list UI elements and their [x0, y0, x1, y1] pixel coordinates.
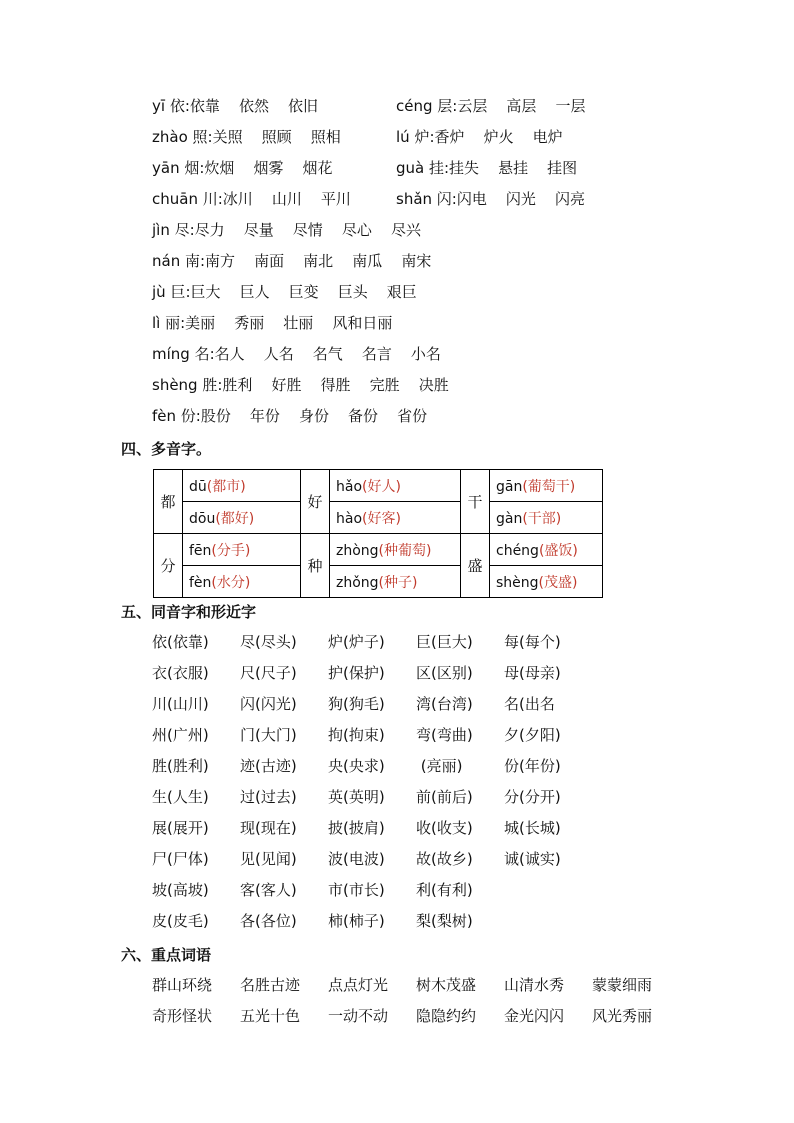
section-6-title: 六、重点词语 [121, 946, 212, 964]
word-item: 波(电波) [328, 850, 385, 868]
poly-char: 好 [301, 470, 330, 534]
poly-reading: zhòng(种葡萄) [330, 534, 461, 566]
word-item: 州(广州) [152, 726, 209, 744]
word-row [152, 819, 712, 837]
poly-reading: gān(葡萄干) [490, 470, 603, 502]
word-item: 护(保护) [328, 664, 385, 682]
poly-reading: chéng(盛饭) [490, 534, 603, 566]
word-item: 尽(尽头) [240, 633, 297, 651]
phrase-row [152, 1007, 712, 1025]
word-item: 展(展开) [152, 819, 209, 837]
phrase-item: 隐隐约约 [416, 1007, 477, 1025]
word-item: 母(母亲) [504, 664, 561, 682]
vocab-line: nán 南:南方 南面 南北 南瓜 南宋 [152, 252, 432, 270]
vocab-line: chuān 川:冰川 山川 平川 [152, 190, 351, 208]
word-item: 央(央求) [328, 757, 385, 775]
word-row [152, 633, 712, 651]
poly-reading: zhǒng(种子) [330, 566, 461, 598]
vocab-line: yān 烟:炊烟 烟雾 烟花 [152, 159, 333, 177]
word-item: 分(分开) [504, 788, 561, 806]
word-row [152, 912, 712, 930]
word-item: 披(披肩) [328, 819, 385, 837]
word-item: 诚(诚实) [504, 850, 561, 868]
word-row [152, 850, 712, 868]
phrase-item: 五光十色 [240, 1007, 301, 1025]
word-item: 城(长城) [504, 819, 561, 837]
word-item: 依(依靠) [152, 633, 209, 651]
phrase-item: 一动不动 [328, 1007, 389, 1025]
poly-reading: shèng(茂盛) [490, 566, 603, 598]
section-5-title: 五、同音字和形近字 [121, 603, 257, 621]
word-item: 炉(炉子) [328, 633, 385, 651]
phrase-item: 风光秀丽 [592, 1007, 653, 1025]
word-item: 柿(柿子) [328, 912, 385, 930]
word-item: 川(山川) [152, 695, 209, 713]
vocab-line: fèn 份:股份 年份 身份 备份 省份 [152, 407, 428, 425]
poly-char: 盛 [461, 534, 490, 598]
word-item: 迹(古迹) [240, 757, 297, 775]
phrase-item: 山清水秀 [504, 976, 565, 994]
phrase-item: 金光闪闪 [504, 1007, 565, 1025]
word-item: 份(年份) [504, 757, 561, 775]
word-item: (亮丽) [416, 757, 463, 775]
word-item: 梨(梨树) [416, 912, 473, 930]
word-item: 坡(高坡) [152, 881, 209, 899]
poly-reading: hǎo(好人) [330, 470, 461, 502]
vocab-line: yī 依:依靠 依然 依旧 [152, 97, 319, 115]
word-item: 闪(闪光) [240, 695, 297, 713]
poly-reading: fèn(水分) [183, 566, 301, 598]
word-item: 区(区别) [416, 664, 473, 682]
word-item: 各(各位) [240, 912, 297, 930]
word-item: 拘(拘束) [328, 726, 385, 744]
word-row [152, 695, 712, 713]
word-item: 见(见闻) [240, 850, 297, 868]
word-item: 现(现在) [240, 819, 297, 837]
vocab-line: jù 巨:巨大 巨人 巨变 巨头 艰巨 [152, 283, 417, 301]
vocab-line: zhào 照:关照 照顾 照相 [152, 128, 341, 146]
word-item: 狗(狗毛) [328, 695, 385, 713]
polyphone-table [153, 469, 603, 598]
vocab-line: shǎn 闪:闪电 闪光 闪亮 [396, 190, 585, 208]
poly-reading: gàn(干部) [490, 502, 603, 534]
word-item: 利(有利) [416, 881, 473, 899]
phrase-item: 群山环绕 [152, 976, 213, 994]
word-item: 客(客人) [240, 881, 297, 899]
word-row [152, 726, 712, 744]
vocab-line: lì 丽:美丽 秀丽 壮丽 风和日丽 [152, 314, 393, 332]
poly-reading: dōu(都好) [183, 502, 301, 534]
word-item: 英(英明) [328, 788, 385, 806]
vocab-line: jìn 尽:尽力 尽量 尽情 尽心 尽兴 [152, 221, 421, 239]
poly-char: 种 [301, 534, 330, 598]
phrase-row [152, 976, 712, 994]
poly-reading: fēn(分手) [183, 534, 301, 566]
vocab-line: lú 炉:香炉 炉火 电炉 [396, 128, 563, 146]
vocab-line: guà 挂:挂失 悬挂 挂图 [396, 159, 578, 177]
word-row [152, 788, 712, 806]
word-item: 皮(皮毛) [152, 912, 209, 930]
word-item: 前(前后) [416, 788, 473, 806]
phrase-item: 奇形怪状 [152, 1007, 213, 1025]
word-item: 湾(台湾) [416, 695, 473, 713]
word-item: 门(大门) [240, 726, 297, 744]
word-item: 收(收支) [416, 819, 473, 837]
poly-reading: dū(都市) [183, 470, 301, 502]
word-item: 夕(夕阳) [504, 726, 561, 744]
poly-reading: hào(好客) [330, 502, 461, 534]
vocab-line: céng 层:云层 高层 一层 [396, 97, 586, 115]
phrase-item: 树木茂盛 [416, 976, 477, 994]
poly-char: 都 [154, 470, 183, 534]
word-row [152, 881, 712, 899]
word-item: 衣(衣服) [152, 664, 209, 682]
phrase-item: 蒙蒙细雨 [592, 976, 653, 994]
phrase-item: 名胜古迹 [240, 976, 301, 994]
word-item: 过(过去) [240, 788, 297, 806]
poly-char: 分 [154, 534, 183, 598]
word-row [152, 757, 712, 775]
word-item: 市(市长) [328, 881, 385, 899]
word-item: 生(人生) [152, 788, 209, 806]
section-4-title: 四、多音字。 [121, 440, 212, 458]
word-item: 名(出名 [504, 695, 555, 713]
phrase-item: 点点灯光 [328, 976, 389, 994]
poly-char: 干 [461, 470, 490, 534]
word-item: 巨(巨大) [416, 633, 473, 651]
word-item: 胜(胜利) [152, 757, 209, 775]
word-row [152, 664, 712, 682]
vocab-line: míng 名:名人 人名 名气 名言 小名 [152, 345, 441, 363]
word-item: 故(故乡) [416, 850, 473, 868]
vocab-line: shèng 胜:胜利 好胜 得胜 完胜 决胜 [152, 376, 449, 394]
word-item: 每(每个) [504, 633, 561, 651]
word-item: 尸(尸体) [152, 850, 209, 868]
word-item: 尺(尺子) [240, 664, 297, 682]
word-item: 弯(弯曲) [416, 726, 473, 744]
